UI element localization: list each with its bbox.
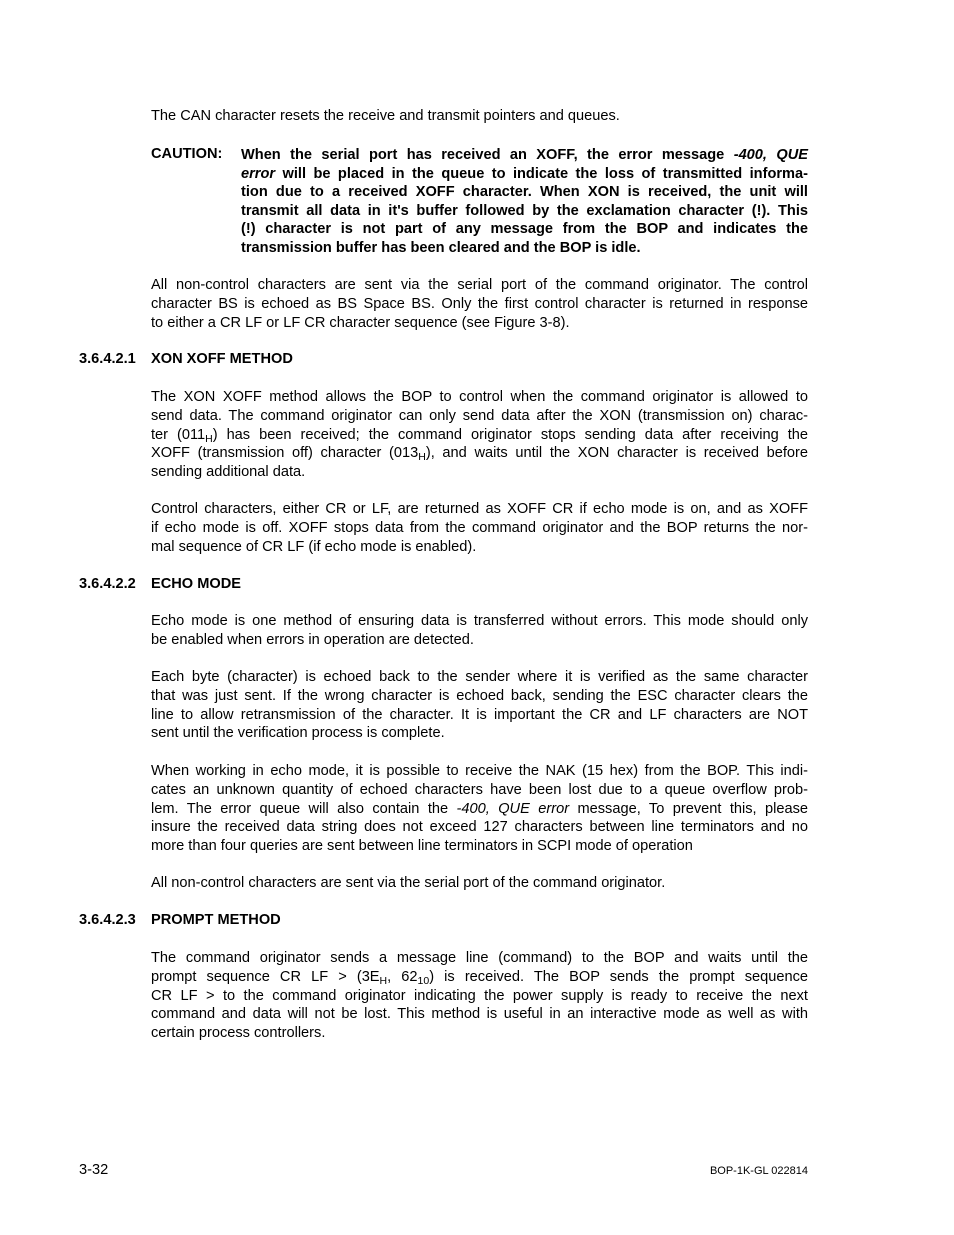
document-id: BOP-1K-GL 022814 — [709, 1165, 808, 1177]
paragraph-control-characters: Control characters, either CR or LF, are returned as XOFF CR if echo mode is on, and as XOFF if echo mode is off. XOFF stops data from the command originator and the BOP returns the nor- mal sequence of CR LF (if echo mode is enabled). — [151, 501, 808, 555]
paragraph-noncontrol: All non-control characters are sent via the serial port of the command originator. The control character BS is echoed as BS Space BS. Only the first control character is returned in response to either a CR LF or LF CR character sequence (see Figure 3-8). — [151, 277, 808, 331]
caution-line: error will be placed in the queue to indicate the loss of transmitted informa- — [241, 165, 808, 182]
section-heading-prompt-method: 3.6.4.2.3 PROMPT METHOD — [79, 912, 281, 928]
section-heading-xon-xoff: 3.6.4.2.1 XON XOFF METHOD — [79, 351, 293, 367]
paragraph-echo-byte: Each byte (character) is echoed back to the sender where it is verified as the same character that was just sent. If the wrong character is echoed back, sending the ESC character clears the line to allow retransmission of the character. It is important the CR and LF characters are NOT sent until the verification process is complete. — [151, 669, 808, 742]
section-heading-echo-mode: 3.6.4.2.2 ECHO MODE — [79, 576, 241, 592]
page-number: 3-32 — [79, 1162, 109, 1178]
paragraph-echo-nak: When working in echo mode, it is possible to receive the NAK (15 hex) from the BOP. This indi- cates an unknown quantity of echoed characters have been lost due to a queue overflow prob- lem. The error queue will also contain the -400, QUE error message, To prevent this, please insure the received data string does not exceed 127 characters between line terminators and no more than four queries are sent between line terminators in SCPI mode of operation — [151, 763, 808, 855]
paragraph-xon-xoff: The XON XOFF method allows the BOP to control when the command originator is allowed to send data. The command originator can only send data after the XON (transmission on) charac- ter $(011_H)$ has been received; the command originator stops sending data after receiving the XOFF (transmission off) character $(013_H)$, and waits until the XON character is received before sending additional data. — [151, 389, 808, 481]
paragraph-can: The CAN character resets the receive and transmit pointers and queues. — [151, 108, 620, 124]
caution-line: When the serial port has received an XOFF, the error message -400, QUE — [241, 147, 808, 163]
paragraph-echo-intro: Echo mode is one method of ensuring data is transferred without errors. This mode should only be enabled when errors in operation are detected. — [151, 613, 808, 648]
caution-line: (!) character is not part of any message from the BOP and indicates the — [241, 221, 808, 238]
caution-label: CAUTION: — [151, 146, 223, 162]
paragraph-prompt: The command originator sends a message line (command) to the BOP and waits until the prompt sequence CR LF > ($3E_H$, $62_{10}$) is received. The BOP sends the prompt sequence CR LF > to the command originator indicating the power supply is ready to receive the next command and data will not be lost. This method is useful in an interactive mode as well as with certain process controllers. — [151, 950, 808, 1042]
caution-line: transmit all data in it's buffer followed by the exclamation character (!). This — [241, 202, 808, 219]
paragraph-echo-noncontrol: All non-control characters are sent via the serial port of the command originator. — [151, 875, 666, 891]
caution-body — [241, 146, 808, 258]
caution-line: transmission buffer has been cleared and the BOP is idle. — [241, 239, 641, 256]
caution-line: tion due to a received XOFF character. When XON is received, the unit will — [241, 184, 808, 201]
